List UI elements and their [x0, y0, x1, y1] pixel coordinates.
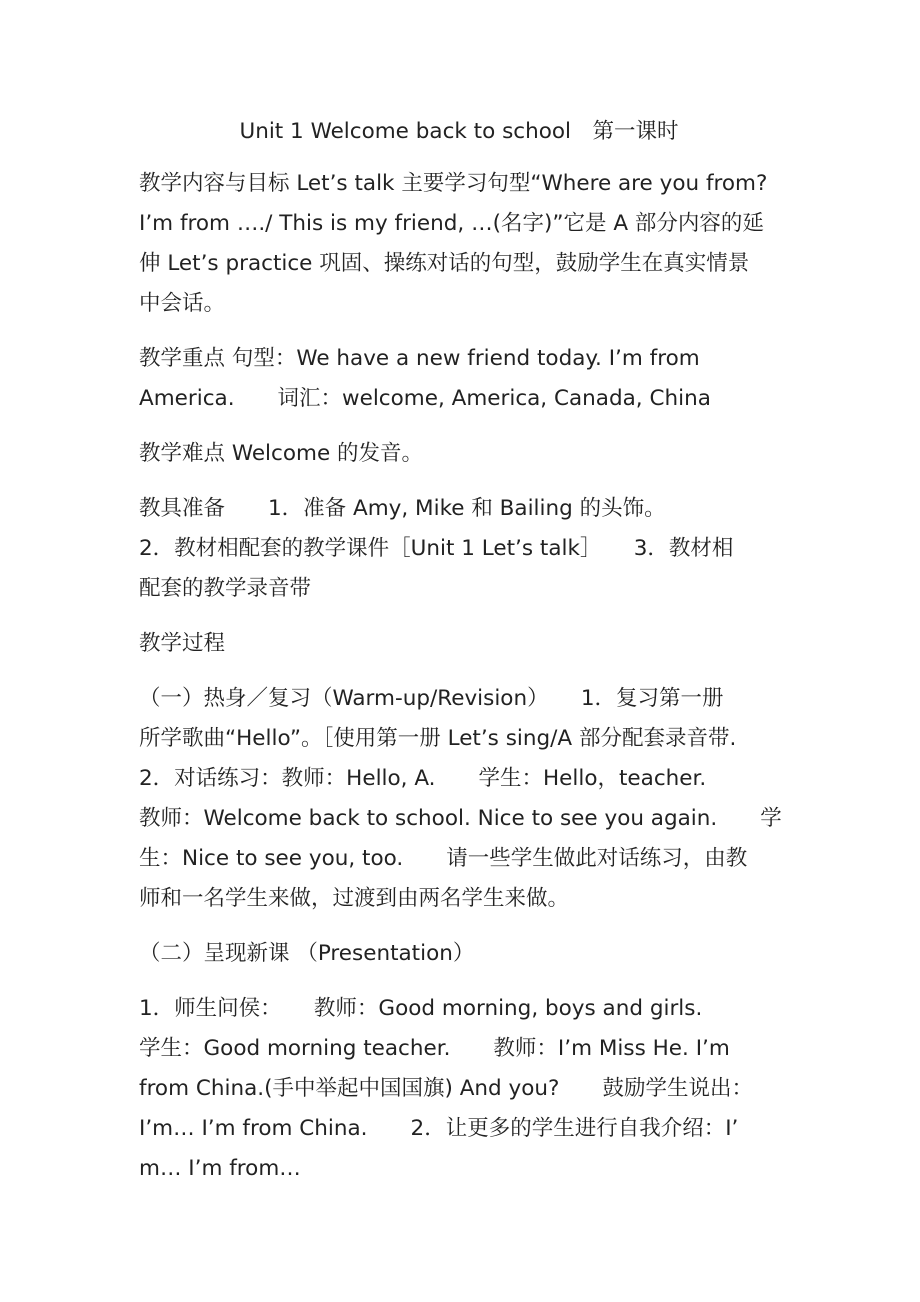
text-line: I’m from …./ This is my friend, …(名字)”它是 A 部分内容的延 — [139, 211, 764, 236]
text-line: 教师：Welcome back to school. Nice to see you again. 学 — [139, 806, 782, 831]
paragraph-difficulties — [139, 434, 779, 474]
text-line: 2．教材相配套的教学课件［Unit 1 Let’s talk］ 3．教材相 — [139, 536, 734, 561]
text-line: （二）呈现新课 （Presentation） — [139, 941, 475, 966]
text-line: m… I’m from… — [139, 1156, 301, 1181]
text-line: 生：Nice to see you, too. 请一些学生做此对话练习，由教 — [139, 846, 748, 871]
paragraph-warm-up — [139, 679, 782, 919]
paragraph-teaching-content — [139, 164, 779, 324]
text-line: 配套的教学录音带 — [139, 576, 312, 601]
text-line: 2．对话练习：教师：Hello, A. 学生：Hello，teacher. — [139, 766, 707, 791]
text-line: 教学内容与目标 Let’s talk 主要学习句型“Where are you from? — [139, 171, 768, 196]
paragraph-key-points — [139, 339, 779, 419]
section-heading-process — [139, 624, 779, 664]
text-line: 1．师生问侯： 教师：Good morning, boys and girls. — [139, 996, 703, 1021]
document-page — [139, 112, 782, 1204]
text-line: America. 词汇：welcome, America, Canada, China — [139, 386, 711, 411]
text-line: 伸 Let’s practice 巩固、操练对话的句型，鼓励学生在真实情景 — [139, 251, 750, 276]
paragraph-materials — [139, 489, 779, 609]
text-line: 所学歌曲“Hello”。［使用第一册 Let’s sing/A 部分配套录音带. — [139, 726, 737, 751]
text-line: 教学过程 — [139, 631, 226, 656]
text-line: 教学难点 Welcome 的发音。 — [139, 441, 424, 466]
paragraph-greetings — [139, 989, 779, 1189]
text-line: 学生：Good morning teacher. 教师：I’m Miss He. I’m — [139, 1036, 730, 1061]
text-line: 教具准备 1．准备 Amy, Mike 和 Bailing 的头饰。 — [139, 496, 666, 521]
text-line: 教学重点 句型：We have a new friend today. I’m from — [139, 346, 700, 371]
text-line: I’m… I’m from China. 2．让更多的学生进行自我介绍：I’ — [139, 1116, 739, 1141]
text-line: 中会话。 — [139, 291, 226, 316]
document-title: Unit 1 Welcome back to school 第一课时 — [239, 119, 679, 144]
text-line: 师和一名学生来做，过渡到由两名学生来做。 — [139, 886, 570, 911]
section-heading-presentation — [139, 934, 779, 974]
text-line: （一）热身／复习（Warm-up/Revision） 1．复习第一册 — [139, 686, 724, 711]
text-line: from China.(手中举起中国国旗) And you? 鼓励学生说出： — [139, 1076, 753, 1101]
